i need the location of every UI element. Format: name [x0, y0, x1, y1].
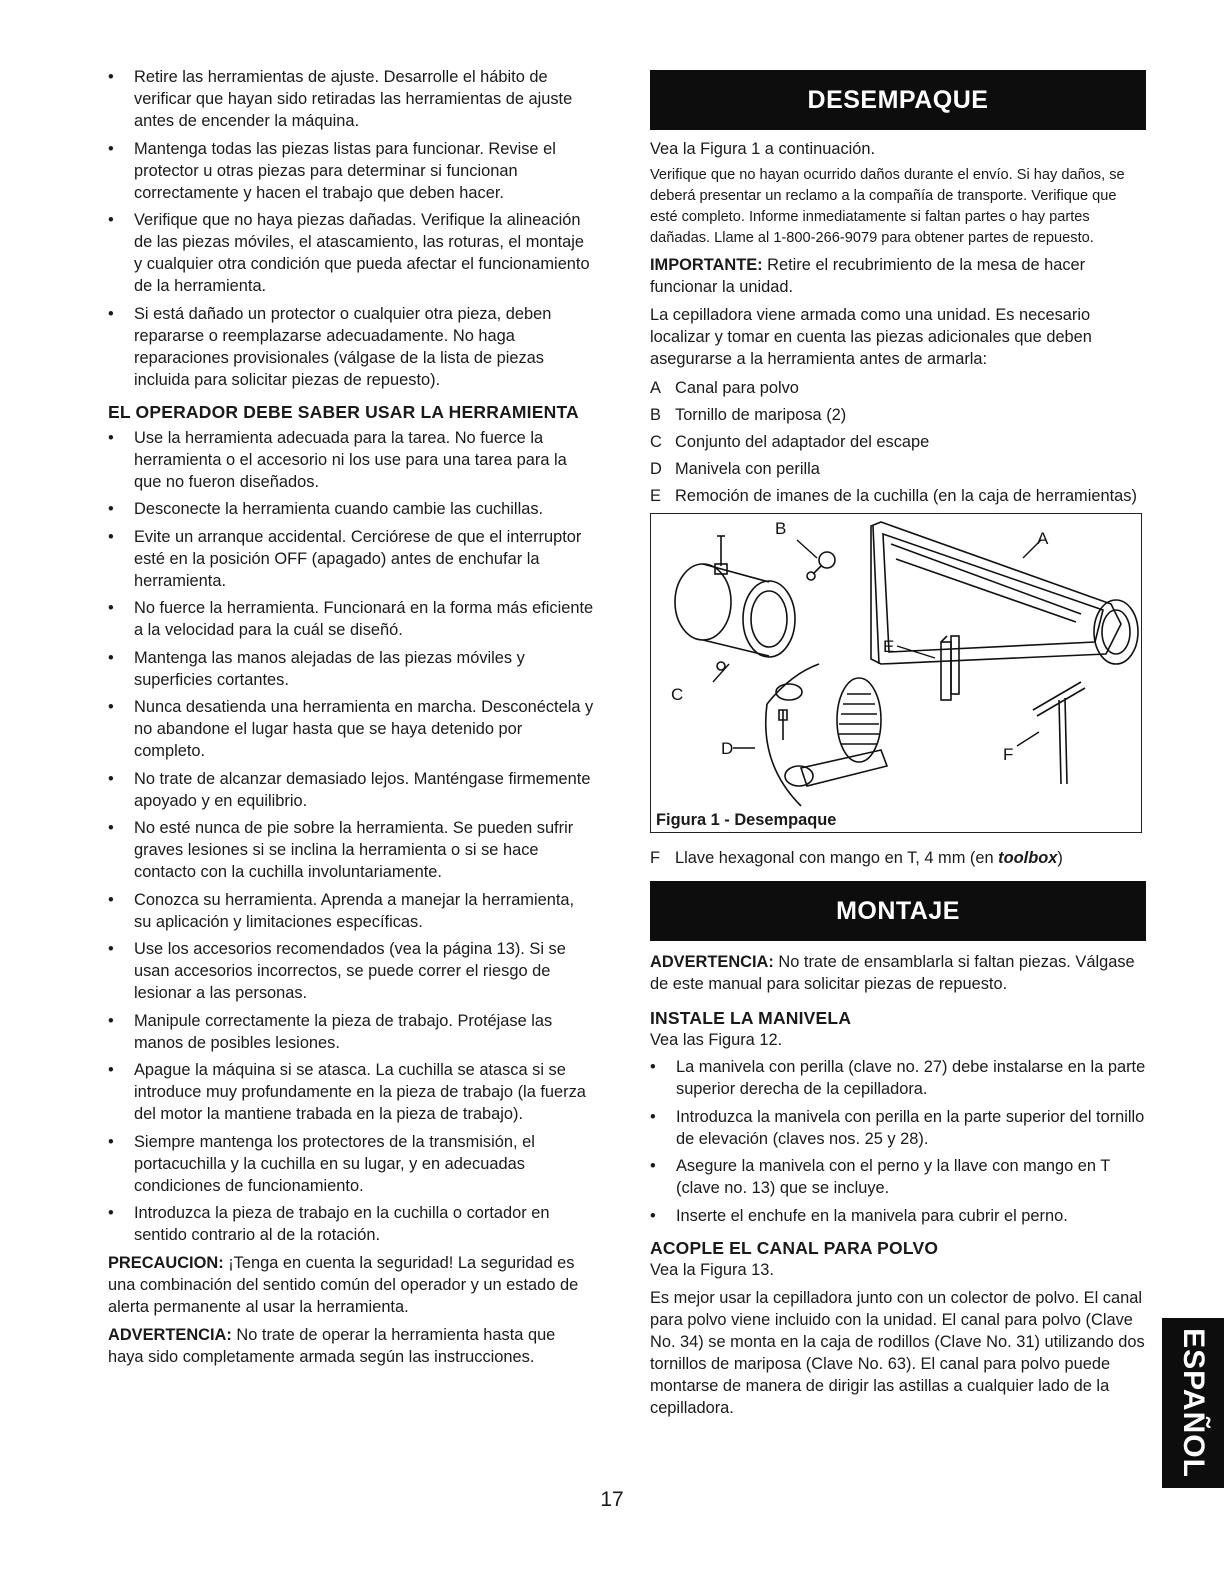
- exhaust-adapter-drawing: [675, 536, 795, 670]
- advertencia-label: ADVERTENCIA:: [108, 1325, 232, 1344]
- bullet-text: Siempre mantenga los protectores de la transmisión, el portacuchilla y la cuchilla en su lugar, y en adecuadas condiciones de funcionamiento.: [134, 1132, 535, 1195]
- list-item: [108, 817, 594, 883]
- bullet-icon: •: [108, 769, 114, 788]
- bullet-icon: •: [650, 1206, 656, 1225]
- canal-heading: ACOPLE EL CANAL PARA POLVO: [650, 1237, 939, 1258]
- bullet-icon: •: [108, 890, 114, 909]
- bullet-text: No trate de alcanzar demasiado lejos. Manténgase firmemente apoyado y en equilibrio.: [134, 769, 591, 810]
- bullet-text: Mantenga todas las piezas listas para funcionar. Revise el protector u otras piezas para determinar si funcionan correctamente y hacen el trabajo que deben hacer.: [134, 139, 556, 202]
- label-c: C: [671, 685, 684, 704]
- bullet-text: Desconecte la herramienta cuando cambie las cuchillas.: [134, 500, 544, 518]
- label-b: B: [775, 519, 787, 538]
- bullet-icon: •: [108, 698, 114, 716]
- language-tab: [1162, 1318, 1224, 1488]
- label-d: D: [721, 739, 734, 758]
- list-item: [108, 209, 594, 297]
- list-item: [108, 498, 594, 520]
- montaje-banner: MONTAJE: [650, 881, 1146, 941]
- parts-list: [650, 377, 1146, 507]
- list-item: [108, 597, 594, 641]
- precaucion-label: PRECAUCION:: [108, 1253, 224, 1272]
- list-item: [108, 1131, 594, 1197]
- list-item: [650, 1155, 1146, 1199]
- list-item: [108, 303, 594, 391]
- manivela-heading: INSTALE LA MANIVELA: [650, 1008, 852, 1028]
- dust-chute-drawing: [871, 522, 1138, 664]
- bullet-icon: •: [108, 1061, 114, 1079]
- figure-caption: Figura 1 - Desempaque: [656, 811, 837, 829]
- list-item: [108, 938, 594, 1004]
- part-italic: toolbox: [998, 849, 1058, 867]
- advertencia-text: No trate de operar la herramienta hasta que haya sido completamente armada según las instrucciones.: [108, 1325, 556, 1366]
- list-item: [650, 458, 1146, 480]
- part-text: Remoción de imanes de la cuchilla (en la caja de herramientas): [675, 487, 1137, 505]
- bullet-text: Use los accesorios recomendados (vea la página 13). Si se usan accesorios incorrectos, se puede correr el riesgo de lesionar a las personas.: [134, 940, 566, 1002]
- list-item: [650, 1056, 1146, 1100]
- list-item: [108, 66, 594, 132]
- bullet-text: Introduzca la pieza de trabajo en la cuchilla o cortador en sentido contrario al de la rotación.: [134, 1204, 550, 1244]
- bullet-icon: •: [108, 211, 114, 229]
- unpacking-illustration: [651, 514, 1141, 832]
- bullet-icon: •: [650, 1058, 656, 1076]
- bullet-icon: •: [108, 648, 114, 667]
- canal-paragraph: Es mejor usar la cepilladora junto con un colector de polvo. El canal para polvo viene incluido con la unidad. El canal para polvo (Clave No. 34) se monta en la caja de rodillos (Clave No. 31) utilizando dos tornillos de mariposa (Clave No. 63). El canal para polvo puede montarse de manera de dirigir las astillas a cualquier lado de la cepilladora.: [650, 1288, 1145, 1417]
- page-number: 17: [600, 1488, 624, 1511]
- bullet-text: Introduzca la manivela con perilla en la parte superior del tornillo de elevación (claves nos. 25 y 28).: [676, 1107, 1145, 1148]
- label-f: F: [1003, 745, 1014, 764]
- operator-bullet-list: [108, 427, 594, 1247]
- list-item: [650, 404, 1146, 426]
- part-letter: C: [650, 433, 662, 451]
- bullet-icon: •: [108, 819, 114, 837]
- bullet-icon: •: [108, 139, 114, 158]
- label-e: E: [883, 637, 895, 656]
- list-item: [108, 138, 594, 204]
- part-text: Tornillo de mariposa (2): [675, 406, 847, 424]
- bullet-text: Inserte el enchufe en la manivela para cubrir el perno.: [676, 1206, 1068, 1225]
- bullet-icon: •: [650, 1107, 656, 1126]
- montaje-advertencia-label: ADVERTENCIA:: [650, 953, 774, 971]
- right-column: [650, 70, 1146, 1419]
- bullet-icon: •: [108, 428, 114, 447]
- vea-figura-1: Vea la Figura 1 a continuación.: [650, 140, 876, 158]
- list-item: [108, 427, 594, 493]
- bullet-icon: •: [108, 1204, 114, 1222]
- part-close: ): [1057, 849, 1063, 867]
- bullet-text: Asegure la manivela con el perno y la llave con mango en T (clave no. 13) que se incluye.: [676, 1157, 1111, 1197]
- list-item: [108, 647, 594, 691]
- knife-magnet-drawing: [941, 636, 959, 700]
- advertencia-paragraph: [108, 1324, 594, 1368]
- manivela-bullet-list: [650, 1056, 1146, 1227]
- bullet-text: Mantenga las manos alejadas de las piezas móviles y superficies cortantes.: [134, 648, 525, 689]
- part-letter: A: [650, 379, 661, 397]
- montaje-advertencia: [650, 951, 1146, 995]
- list-item: [650, 377, 1146, 399]
- part-letter: F: [650, 849, 661, 867]
- list-item: [650, 431, 1146, 453]
- importante-label: IMPORTANTE:: [650, 256, 763, 274]
- bullet-text: Evite un arranque accidental. Cerciórese de que el interruptor esté en la posición OFF (apagado) antes de enchufar la herramienta.: [134, 527, 582, 590]
- bullet-icon: •: [108, 500, 114, 518]
- list-item: [650, 847, 1146, 869]
- montaje-advertencia-text: No trate de ensamblarla si faltan piezas. Válgase de este manual para solicitar piezas de repuesto.: [650, 953, 1135, 993]
- list-item: [650, 1106, 1146, 1150]
- bullet-text: Si está dañado un protector o cualquier otra pieza, deben repararse o reemplazarse adecuadamente. No haga reparaciones provisionales (válgase de la lista de piezas incluida para solicitar piezas de repuesto).: [134, 304, 552, 389]
- section-heading-operador: EL OPERADOR DEBE SABER USAR LA HERRAMIENTA: [108, 401, 579, 422]
- bullet-icon: •: [108, 68, 114, 86]
- part-letter: D: [650, 460, 662, 478]
- language-tab-label: ESPAÑOL: [1177, 1328, 1210, 1478]
- list-item: [108, 1010, 594, 1054]
- list-item: [108, 696, 594, 762]
- desempaque-banner: DESEMPAQUE: [650, 70, 1146, 130]
- precaucion-paragraph: [108, 1252, 594, 1318]
- part-f-list: [650, 847, 1146, 869]
- importante-text: Retire el recubrimiento de la mesa de hacer funcionar la unidad.: [650, 256, 1086, 296]
- bullet-text: No esté nunca de pie sobre la herramienta. Se pueden sufrir graves lesiones si se inclina la herramienta o si se hace contacto con la cuchilla involuntariamente.: [134, 819, 574, 881]
- bullet-text: Manipule correctamente la pieza de trabajo. Protéjase las manos de posibles lesiones.: [134, 1011, 553, 1052]
- left-column: [108, 66, 594, 1368]
- safety-bullet-list: [108, 66, 594, 391]
- part-text: Manivela con perilla: [675, 460, 820, 478]
- bullet-icon: •: [108, 599, 114, 617]
- bullet-icon: •: [108, 527, 114, 546]
- figure-1-desempaque: [650, 513, 1142, 833]
- list-item: [108, 768, 594, 812]
- bullet-icon: •: [108, 1011, 114, 1030]
- bullet-icon: •: [108, 1132, 114, 1151]
- label-a: A: [1037, 529, 1049, 548]
- part-text: Llave hexagonal con mango en T, 4 mm (en: [675, 849, 999, 867]
- importante-paragraph: [650, 254, 1146, 298]
- bullet-text: Conozca su herramienta. Aprenda a manejar la herramienta, su aplicación y limitaciones específicas.: [134, 890, 575, 931]
- part-letter: E: [650, 487, 661, 505]
- list-item: [108, 526, 594, 592]
- bullet-icon: •: [108, 940, 114, 958]
- list-item: [108, 1059, 594, 1125]
- part-letter: B: [650, 406, 661, 424]
- hex-key-drawing: [1033, 682, 1085, 784]
- cepilladora-paragraph: La cepilladora viene armada como una unidad. Es necesario localizar y tomar en cuenta las piezas adicionales que deben asegurarse a la herramienta antes de armarla:: [650, 306, 1092, 368]
- bullet-text: La manivela con perilla (clave no. 27) debe instalarse en la parte superior derecha de la cepilladora.: [676, 1058, 1146, 1098]
- crank-drawing: [766, 664, 887, 806]
- bullet-text: Retire las herramientas de ajuste. Desarrolle el hábito de verificar que hayan sido retiradas las herramientas de ajuste antes de encender la máquina.: [134, 68, 573, 130]
- part-text: Conjunto del adaptador del escape: [675, 433, 930, 451]
- bullet-icon: •: [650, 1157, 656, 1175]
- bullet-icon: •: [108, 304, 114, 323]
- bullet-text: Nunca desatienda una herramienta en marcha. Desconéctela y no abandone el lugar hasta que se haya detenido por completo.: [134, 698, 594, 760]
- precaucion-text: ¡Tenga en cuenta la seguridad! La seguridad es una combinación del sentido común del operador y un estado de alerta permanente al usar la herramienta.: [108, 1253, 579, 1316]
- part-text: Canal para polvo: [675, 379, 799, 397]
- vea-figura-13: Vea la Figura 13.: [650, 1260, 774, 1279]
- wing-screw-drawing: [807, 552, 835, 580]
- list-item: [108, 889, 594, 933]
- list-item: [108, 1202, 594, 1246]
- bullet-text: Use la herramienta adecuada para la tarea. No fuerce la herramienta o el accesorio ni los use para una tarea para la que no fueron diseñados.: [134, 428, 567, 491]
- verifique-paragraph: Verifique que no hayan ocurrido daños durante el envío. Si hay daños, se deberá presentar un reclamo a la compañía de transporte. Verifique que esté completo. Informe inmediatamente si faltan partes o hay partes dañadas. Llame al 1-800-266-9079 para obtener partes de repuesto.: [650, 167, 1125, 246]
- bullet-text: Verifique que no haya piezas dañadas. Verifique la alineación de las piezas móviles, el atascamiento, las roturas, el montaje y cualquier otra condición que pueda afectar el funcionamiento de la herramienta.: [134, 211, 590, 295]
- list-item: [650, 485, 1146, 507]
- bullet-text: No fuerce la herramienta. Funcionará en la forma más eficiente a la velocidad para la cuál se diseñó.: [134, 599, 594, 639]
- vea-figura-12: Vea las Figura 12.: [650, 1031, 783, 1049]
- bullet-text: Apague la máquina si se atasca. La cuchilla se atasca si se introduce muy profundamente en la pieza de trabajo (la fuerza del motor la mantiene trabada en la pieza de trabajo).: [134, 1061, 586, 1123]
- list-item: [650, 1205, 1146, 1227]
